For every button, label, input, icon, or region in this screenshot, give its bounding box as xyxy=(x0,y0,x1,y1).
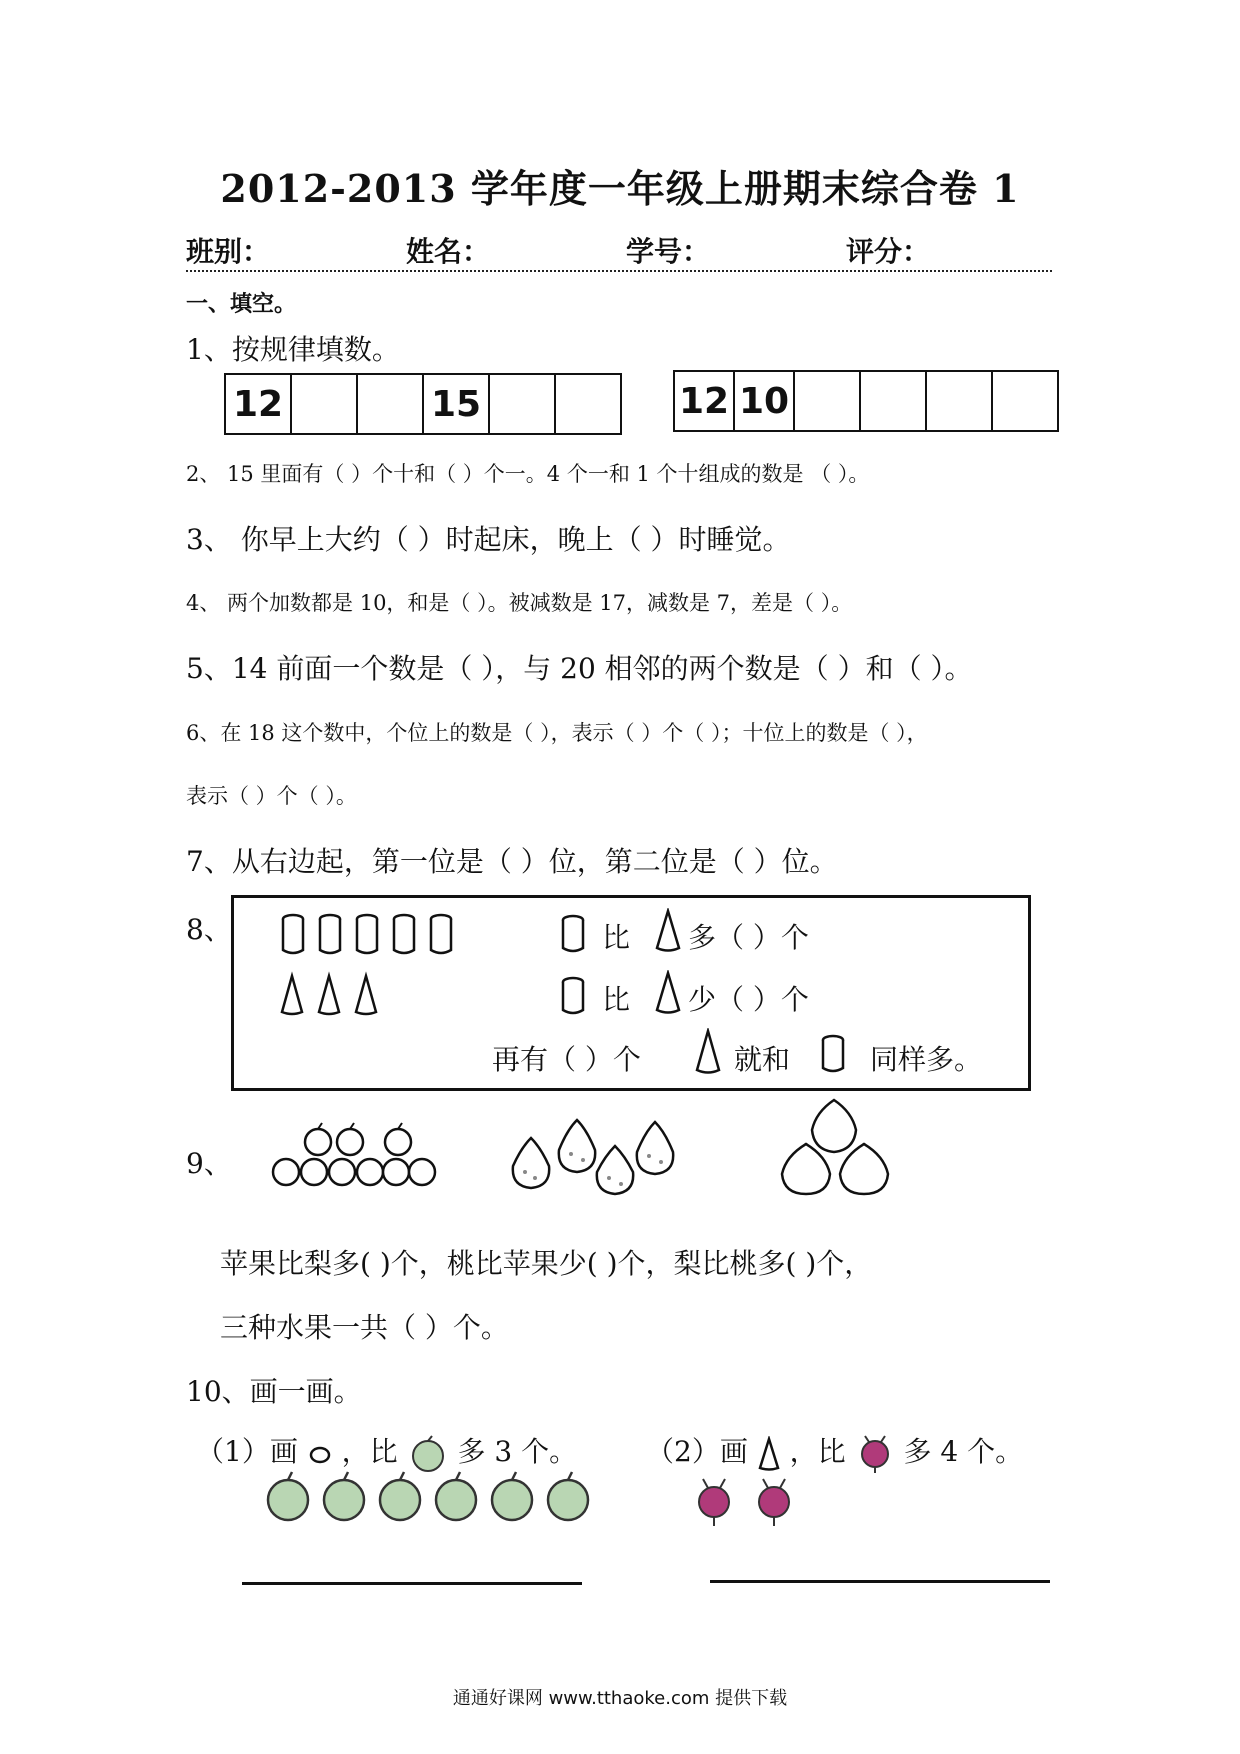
q10-part-2 xyxy=(646,1430,1023,1474)
sequence-box-a xyxy=(224,373,622,435)
question-6-line-2: 表示（ ）个（ ）。 xyxy=(186,784,357,808)
q10-part1-more: 多 3 个。 xyxy=(457,1435,578,1468)
sequence-cell: 10 xyxy=(735,372,795,430)
sequence-cell[interactable] xyxy=(490,375,556,433)
cylinder-icon xyxy=(560,914,586,956)
sequence-cell[interactable] xyxy=(861,372,927,430)
question-3: 3、 你早上大约（ ）时起床，晚上（ ）时睡觉。 xyxy=(186,523,791,556)
class-label: 班别： xyxy=(186,235,271,268)
answer-line-1[interactable] xyxy=(242,1582,582,1585)
q10-part-1 xyxy=(196,1430,577,1473)
q10-part2-compare: ，比 xyxy=(789,1435,846,1468)
radish-icon xyxy=(855,1434,895,1474)
sequence-cell[interactable] xyxy=(358,375,424,433)
cone-group-icon xyxy=(278,970,388,1020)
compare-word: 比 xyxy=(602,921,631,954)
cone-icon xyxy=(694,1028,722,1076)
student-info-row xyxy=(186,230,1052,272)
score-label: 评分： xyxy=(846,235,931,268)
sequence-cell[interactable] xyxy=(292,375,358,433)
sequence-cell: 15 xyxy=(424,375,490,433)
question-4: 4、 两个加数都是 10，和是（ ）。被减数是 17，减数是 7，差是（ ）。 xyxy=(186,591,853,615)
student-number-label: 学号： xyxy=(626,235,711,268)
q8-again-text: 再有（ ）个 xyxy=(492,1043,641,1076)
question-9-line-2: 三种水果一共（ ）个。 xyxy=(220,1311,509,1344)
q8-less-text: 少（ ）个 xyxy=(688,983,809,1016)
question-1: 1、按规律填数。 xyxy=(186,333,400,366)
cylinder-icon xyxy=(820,1034,846,1076)
sequence-box-b xyxy=(673,370,1059,432)
q8-same-text: 同样多。 xyxy=(870,1043,983,1076)
sequence-cell[interactable] xyxy=(556,375,620,433)
apple-icon xyxy=(407,1435,449,1473)
q10-part1-compare: ，比 xyxy=(341,1435,398,1468)
page-title: 2012-2013 学年度一年级上册期末综合卷 1 xyxy=(220,166,1020,211)
pear-group-icon xyxy=(505,1108,685,1198)
question-7: 7、从右边起，第一位是（ ）位，第二位是（ ）位。 xyxy=(186,845,838,878)
sequence-cell: 12 xyxy=(675,372,735,430)
cylinder-icon xyxy=(560,976,586,1018)
question-5: 5、14 前面一个数是（ ），与 20 相邻的两个数是（ ）和（ ）。 xyxy=(186,652,973,685)
question-6-line-1: 6、在 18 这个数中，个位上的数是（ ），表示（ ）个（ ）；十位上的数是（ ）， xyxy=(186,721,928,745)
triangle-shape-icon xyxy=(757,1436,781,1472)
peach-group-icon xyxy=(776,1094,894,1198)
q8-more-text: 多（ ）个 xyxy=(688,921,809,954)
q8-and-text: 就和 xyxy=(734,1043,791,1076)
compare-word: 比 xyxy=(602,983,631,1016)
footer-credit: 通通好课网 www.tthaoke.com 提供下载 xyxy=(452,1688,788,1709)
sequence-cell[interactable] xyxy=(993,372,1057,430)
q10-part1-draw: （1）画 xyxy=(196,1435,298,1468)
sequence-cell[interactable] xyxy=(927,372,993,430)
cylinder-group-icon xyxy=(278,908,460,958)
question-2: 2、 15 里面有（ ）个十和（ ）个一。4 个一和 1 个十组成的数是 （ ）。 xyxy=(186,462,870,486)
section-heading: 一、填空。 xyxy=(186,291,297,317)
question-8-box xyxy=(231,895,1031,1091)
q10-part2-draw: （2）画 xyxy=(646,1435,748,1468)
sequence-cell[interactable] xyxy=(795,372,861,430)
question-8-number: 8、 xyxy=(186,913,232,946)
question-10: 10、画一画。 xyxy=(186,1375,362,1408)
cone-icon xyxy=(654,908,682,954)
question-9-number: 9、 xyxy=(186,1147,232,1180)
green-apple-row-icon xyxy=(262,1468,602,1526)
name-label: 姓名： xyxy=(406,235,491,268)
cone-icon xyxy=(654,970,682,1016)
circle-shape-icon xyxy=(307,1443,333,1465)
q10-part2-more: 多 4 个。 xyxy=(903,1435,1024,1468)
answer-line-2[interactable] xyxy=(710,1580,1050,1583)
radish-row-icon xyxy=(686,1472,802,1532)
apple-group-icon xyxy=(270,1118,440,1198)
question-9-line-1: 苹果比梨多( )个，桃比苹果少( )个，梨比桃多( )个， xyxy=(220,1247,873,1280)
sequence-cell: 12 xyxy=(226,375,292,433)
